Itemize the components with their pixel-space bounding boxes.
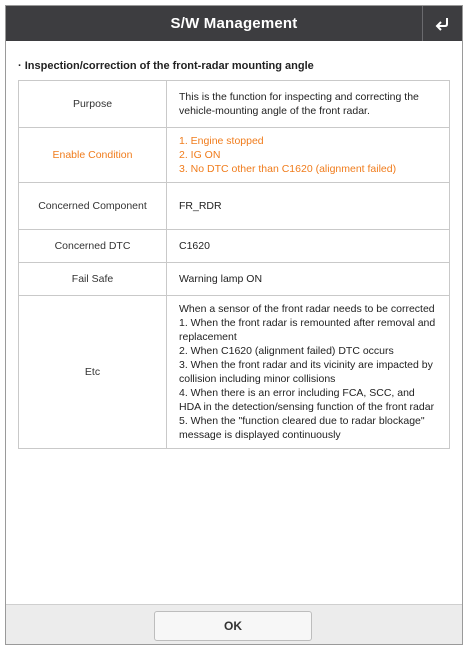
row-value-line: 2. IG ON <box>179 149 221 161</box>
table-row-purpose <box>19 81 450 128</box>
table-row-etc <box>19 296 450 449</box>
info-table <box>18 80 450 449</box>
row-value <box>167 230 450 263</box>
row-value-line: 3. No DTC other than C1620 (alignment failed) <box>179 163 397 175</box>
row-label: Fail Safe <box>19 263 167 296</box>
row-label: Enable Condition <box>19 128 167 183</box>
row-label: Etc <box>19 296 167 449</box>
row-value <box>167 81 450 128</box>
row-value <box>167 296 450 449</box>
row-value-line: 1. When the front radar is remounted after removal and replacement <box>179 317 436 343</box>
row-value-line: 5. When the "function cleared due to radar blockage" message is displayed continuously <box>179 415 425 441</box>
row-value-line: 3. When the front radar and its vicinity are impacted by collision including minor collisions <box>179 359 433 385</box>
ok-button[interactable]: OK <box>154 611 312 641</box>
table-row-enable-condition <box>19 128 450 183</box>
row-value-line: 2. When C1620 (alignment failed) DTC occurs <box>179 345 394 357</box>
row-value-line: 1. Engine stopped <box>179 135 264 147</box>
row-value-line: 4. When there is an error including FCA, SCC, and HDA in the detection/sensing function of the front radar <box>179 387 435 413</box>
row-label: Concerned Component <box>19 183 167 230</box>
table-row-concerned-dtc <box>19 230 450 263</box>
table-row-fail-safe <box>19 263 450 296</box>
row-value-line: FR_RDR <box>179 200 222 212</box>
row-value-line: This is the function for inspecting and correcting the vehicle-mounting angle of the front radar. <box>179 91 419 117</box>
row-value <box>167 183 450 230</box>
row-value-line: When a sensor of the front radar needs to be corrected <box>179 303 435 315</box>
row-label: Concerned DTC <box>19 230 167 263</box>
dialog-footer <box>6 604 462 644</box>
table-row-concerned-component <box>19 183 450 230</box>
window-title: S/W Management <box>170 15 298 32</box>
title-bar <box>6 6 462 41</box>
row-value <box>167 263 450 296</box>
return-arrow-icon <box>435 17 451 31</box>
row-value-line: Warning lamp ON <box>179 273 263 285</box>
section-subtitle: · Inspection/correction of the front-radar mounting angle <box>18 60 314 72</box>
sw-management-window <box>5 5 463 645</box>
row-label: Purpose <box>19 81 167 128</box>
row-value <box>167 128 450 183</box>
row-value-line: C1620 <box>179 240 210 252</box>
back-button[interactable] <box>422 6 462 41</box>
